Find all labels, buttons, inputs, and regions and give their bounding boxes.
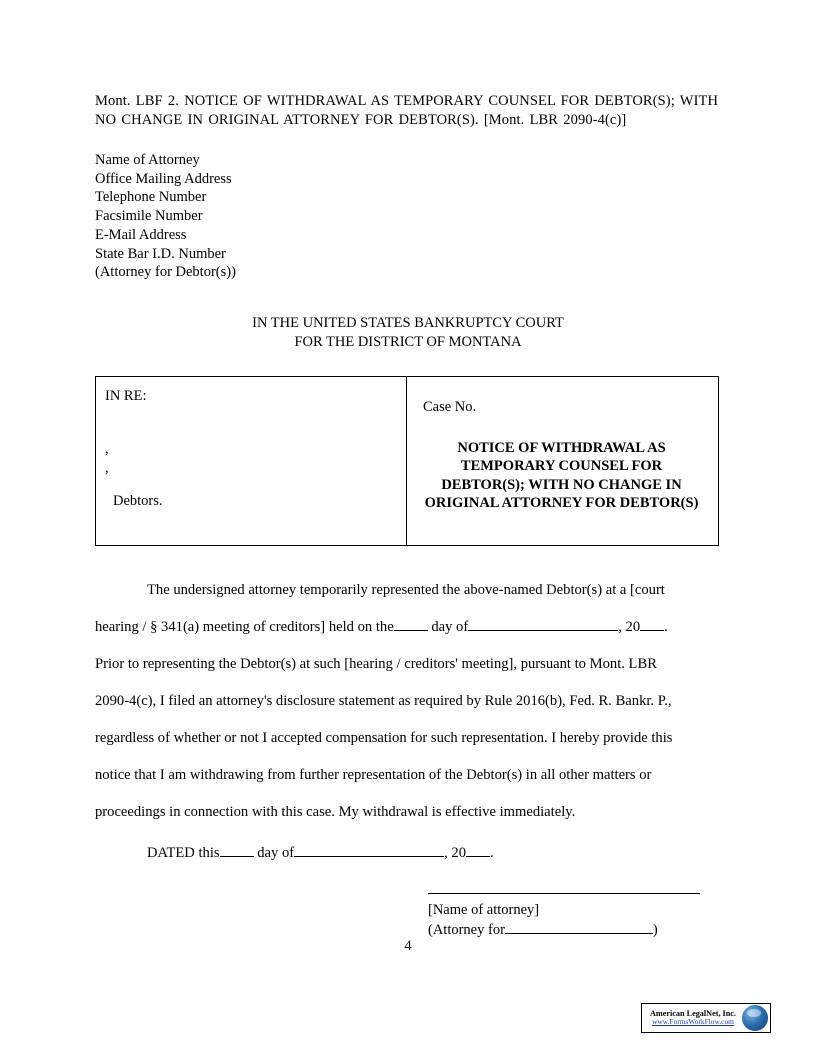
footer-badge[interactable] — [641, 1003, 771, 1033]
body-p2-line5: proceedings in connection with this case. My withdrawal is effective immediately. — [95, 803, 576, 820]
month-blank-field[interactable] — [468, 630, 618, 631]
attorney-name-line: Name of Attorney — [95, 152, 200, 168]
dated-day-blank-field[interactable] — [220, 856, 254, 857]
body-p2-line3: regardless of whether or not I accepted compensation for such representation. I hereby provide this — [95, 729, 673, 746]
document-content — [95, 92, 721, 940]
attorney-for-debtor-line: (Attorney for Debtor(s)) — [95, 264, 236, 281]
court-heading-line-1: IN THE UNITED STATES BANKRUPTCY COURT — [252, 314, 564, 331]
signature-attorney-for-blank[interactable] — [505, 933, 653, 934]
dated-line — [95, 835, 721, 872]
case-number-label: Case No. — [423, 398, 477, 415]
attorney-telephone-line: Telephone Number — [95, 189, 207, 206]
dated-month-blank-field[interactable] — [294, 856, 444, 857]
year-blank-field[interactable] — [640, 630, 664, 631]
badge-company-name: American LegalNet, Inc. — [650, 1009, 736, 1019]
badge-text — [642, 1009, 742, 1027]
signature-attorney-for-close: ) — [652, 921, 658, 938]
attorney-email-line: E-Mail Address — [95, 226, 187, 243]
body-p2-line1: Prior to representing the Debtor(s) at such [hearing / creditors' meeting], pursuant to Mont. LBR — [95, 655, 657, 672]
caption-left-cell — [96, 377, 407, 545]
body-paragraph-1 — [95, 572, 721, 831]
badge-website-link[interactable]: www.FormsWorkFlow.com — [652, 1017, 734, 1027]
dated-year-blank-field[interactable] — [466, 856, 490, 857]
debtor-name-line-1: , — [105, 440, 109, 457]
in-re-label: IN RE: — [105, 387, 147, 404]
document-body — [95, 572, 721, 831]
body-p2-line4: notice that I am withdrawing from further representation of the Debtor(s) in all other matters or — [95, 766, 652, 783]
body-p1-line2: hearing / § 341(a) meeting of creditors] held on the — [95, 618, 394, 635]
dated-dayof: day of — [257, 844, 295, 861]
page-number: 4 — [404, 938, 412, 954]
day-blank-field[interactable] — [394, 630, 428, 631]
attorney-facsimile-line: Facsimile Number — [95, 208, 203, 225]
signature-block — [428, 892, 721, 940]
body-p1-year: , 20 — [618, 618, 641, 635]
caption-right-cell — [407, 377, 718, 545]
body-p1-period: . — [664, 618, 668, 635]
body-p1-line1: The undersigned attorney temporarily represented the above-named Debtor(s) at a [court — [147, 581, 665, 598]
body-p1-dayof: day of — [431, 618, 469, 635]
body-p2-line2: 2090-4(c), I filed an attorney's disclosure statement as required by Rule 2016(b), Fed. R. Bankr. P., — [95, 692, 672, 709]
attorney-bar-id-line: State Bar I.D. Number — [95, 245, 226, 262]
dated-year: , 20 — [444, 844, 466, 861]
attorney-info-block — [95, 151, 721, 282]
court-heading-line-2: FOR THE DISTRICT OF MONTANA — [294, 333, 522, 350]
attorney-address-line: Office Mailing Address — [95, 170, 232, 187]
signature-line[interactable] — [428, 892, 700, 894]
court-heading — [95, 314, 721, 352]
signature-name-placeholder: [Name of attorney] — [428, 901, 540, 918]
debtors-label: Debtors. — [113, 492, 163, 509]
caption-table — [95, 376, 719, 546]
notice-title: NOTICE OF WITHDRAWAL AS TEMPORARY COUNSEL FOR DEBTOR(S); WITH NO CHANGE IN ORIGINAL ATTORNEY FOR DEBTOR(S) — [424, 439, 699, 512]
dated-period: . — [490, 844, 494, 861]
form-header-title: Mont. LBF 2. NOTICE OF WITHDRAWAL AS TEMPORARY COUNSEL FOR DEBTOR(S); WITH NO CHANGE IN ORIGINAL ATTORNEY FOR DEBTOR(S). [Mont. LBR 2090-4(c)] — [95, 93, 719, 128]
signature-attorney-for-label: (Attorney for — [428, 921, 505, 938]
globe-icon — [742, 1005, 768, 1031]
debtor-name-line-2: , — [105, 459, 109, 476]
dated-label: DATED this — [147, 844, 220, 861]
